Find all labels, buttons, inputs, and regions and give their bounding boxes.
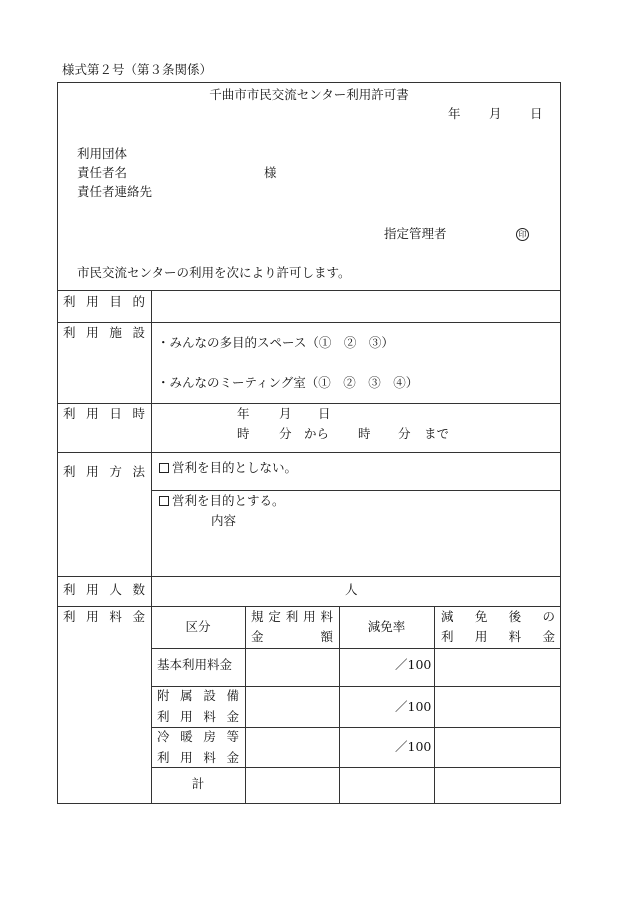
rule <box>57 576 561 577</box>
fee-row-aircon-line1: 冷 暖 房 等 <box>157 729 239 744</box>
form-title: 千曲市市民交流センター利用許可書 <box>209 87 409 102</box>
content-label: 内容 <box>211 513 237 528</box>
fee-header-standard-line1: 規 定 利 用 料 <box>251 609 333 624</box>
start-minute: 分 <box>279 426 292 441</box>
use-year: 年 <box>237 406 250 421</box>
rule <box>57 322 561 323</box>
issue-year: 年 <box>448 106 461 121</box>
rule <box>57 606 561 607</box>
rule <box>151 727 561 728</box>
group-label: 利用団体 <box>77 146 128 161</box>
rule <box>151 290 152 804</box>
facility-option-meeting-room[interactable]: ・みんなのミーティング室（① ② ③ ④） <box>157 375 419 390</box>
non-profit-text: 営利を目的としない。 <box>172 460 298 475</box>
fee-rate-basic: ／100 <box>395 657 432 672</box>
seal-icon: 印 <box>516 228 529 241</box>
label-datetime: 利 用 日 時 <box>63 406 145 421</box>
fee-row-basic: 基本利用料金 <box>157 657 233 672</box>
rule <box>151 767 561 768</box>
fee-row-equipment-line1: 附 属 設 備 <box>157 688 239 703</box>
fee-row-total: 計 <box>191 776 205 791</box>
fee-header-standard-kin: 金 <box>251 629 264 644</box>
fee-header-standard-line2 <box>251 631 333 644</box>
fee-header-category: 区分 <box>185 619 211 634</box>
start-hour: 時 <box>237 426 250 441</box>
profit-text: 営利を目的とする。 <box>172 493 285 508</box>
non-profit-option[interactable] <box>159 462 297 475</box>
checkbox-icon[interactable] <box>159 496 169 506</box>
fee-rate-equipment: ／100 <box>395 699 432 714</box>
use-month: 月 <box>279 406 292 421</box>
permission-text: 市民交流センターの利用を次により許可します。 <box>77 265 351 280</box>
rule <box>151 686 561 687</box>
use-day: 日 <box>318 406 331 421</box>
manager-label: 指定管理者 <box>384 226 447 241</box>
rule <box>151 648 561 649</box>
end-minute: 分 <box>398 426 411 441</box>
people-unit: 人 <box>345 582 358 597</box>
label-purpose: 利 用 目 的 <box>63 294 145 309</box>
rule <box>57 452 561 453</box>
label-fee: 利 用 料 金 <box>63 609 145 624</box>
label-facility: 利 用 施 設 <box>63 325 145 340</box>
label-method: 利 用 方 法 <box>63 464 145 479</box>
seal-mark <box>516 227 529 241</box>
checkbox-icon[interactable] <box>159 463 169 473</box>
fee-rate-aircon: ／100 <box>395 739 432 754</box>
issue-day: 日 <box>530 106 543 121</box>
label-people: 利 用 人 数 <box>63 582 145 597</box>
fee-row-equipment-line2: 利 用 料 金 <box>157 709 239 724</box>
honorific: 様 <box>264 165 277 180</box>
fee-header-after-line1: 減 免 後 の <box>441 609 555 624</box>
rule <box>151 490 561 491</box>
person-label: 責任者名 <box>77 165 128 180</box>
facility-option-multipurpose[interactable]: ・みんなの多目的スペース（① ② ③） <box>157 335 394 350</box>
rule <box>245 606 246 804</box>
profit-option[interactable] <box>159 495 285 508</box>
rule <box>57 403 561 404</box>
rule <box>57 290 561 291</box>
fee-header-discount: 減免率 <box>367 619 406 634</box>
rule <box>434 606 435 804</box>
until-text: まで <box>424 426 450 441</box>
end-hour: 時 <box>358 426 371 441</box>
issue-month: 月 <box>489 106 502 121</box>
form-number: 様式第２号（第３条関係） <box>62 62 213 77</box>
rule <box>339 606 340 804</box>
from-text: から <box>304 426 330 441</box>
contact-label: 責任者連絡先 <box>77 184 153 199</box>
fee-header-standard-gaku: 額 <box>320 629 333 644</box>
fee-header-after-line2: 利 用 料 金 <box>441 629 555 644</box>
fee-row-aircon-line2: 利 用 料 金 <box>157 750 239 765</box>
